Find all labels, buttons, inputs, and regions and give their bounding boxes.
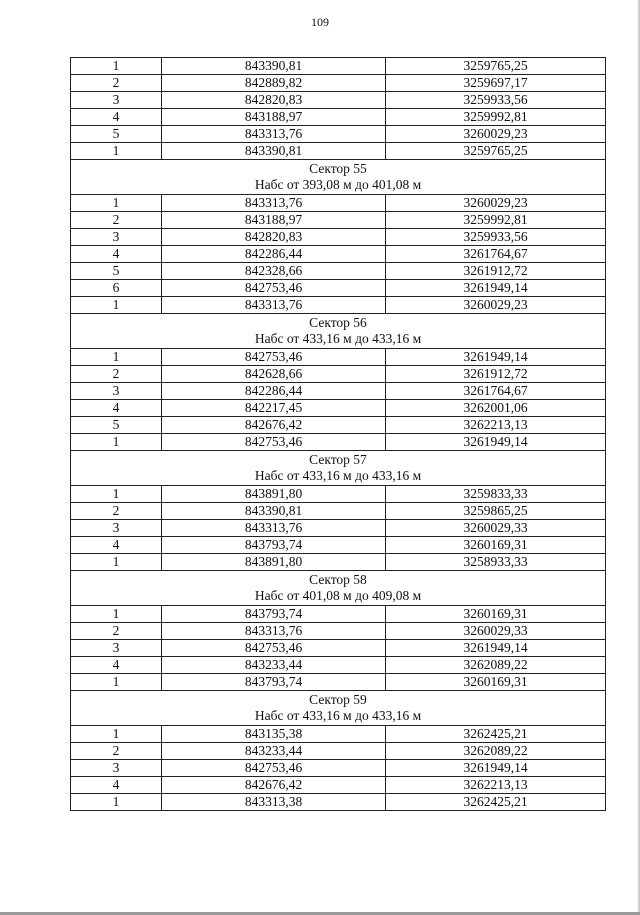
point-number-cell: 1 (71, 726, 162, 743)
point-number-cell: 1 (71, 58, 162, 75)
table-row (71, 674, 606, 691)
y-coordinate-cell: 3261764,67 (386, 246, 606, 263)
y-coordinate-cell: 3259765,25 (386, 58, 606, 75)
y-coordinate-cell: 3259992,81 (386, 109, 606, 126)
sector-title: Сектор 58 (309, 572, 367, 587)
y-coordinate-cell: 3261949,14 (386, 434, 606, 451)
y-coordinate-cell: 3261949,14 (386, 640, 606, 657)
x-coordinate-cell: 843313,76 (162, 297, 386, 314)
y-coordinate-cell: 3262089,22 (386, 743, 606, 760)
point-number-cell: 6 (71, 280, 162, 297)
x-coordinate-cell: 843313,38 (162, 794, 386, 811)
x-coordinate-cell: 842820,83 (162, 92, 386, 109)
point-number-cell: 1 (71, 434, 162, 451)
table-row (71, 486, 606, 503)
table-row (71, 657, 606, 674)
point-number-cell: 3 (71, 383, 162, 400)
table-row (71, 143, 606, 160)
point-number-cell: 4 (71, 777, 162, 794)
x-coordinate-cell: 842753,46 (162, 760, 386, 777)
point-number-cell: 1 (71, 554, 162, 571)
sector-title: Сектор 55 (309, 161, 367, 176)
point-number-cell: 4 (71, 109, 162, 126)
x-coordinate-cell: 842753,46 (162, 640, 386, 657)
table-row (71, 109, 606, 126)
table-row (71, 640, 606, 657)
table-row (71, 503, 606, 520)
page-number: 109 (311, 15, 329, 29)
sector-height-range: Набс от 433,16 м до 433,16 м (254, 708, 422, 723)
table-row (71, 263, 606, 280)
table-row (71, 434, 606, 451)
sector-height-range: Набс от 401,08 м до 409,08 м (254, 588, 422, 603)
table-row (71, 280, 606, 297)
point-number-cell: 4 (71, 657, 162, 674)
y-coordinate-cell: 3262213,13 (386, 777, 606, 794)
point-number-cell: 5 (71, 263, 162, 280)
x-coordinate-cell: 843188,97 (162, 212, 386, 229)
point-number-cell: 3 (71, 640, 162, 657)
table-row (71, 126, 606, 143)
y-coordinate-cell: 3262425,21 (386, 794, 606, 811)
x-coordinate-cell: 842676,42 (162, 417, 386, 434)
x-coordinate-cell: 843390,81 (162, 143, 386, 160)
sector-header-row (71, 160, 606, 195)
x-coordinate-cell: 842628,66 (162, 366, 386, 383)
sector-header-row (71, 451, 606, 486)
table-row (71, 366, 606, 383)
x-coordinate-cell: 843891,80 (162, 554, 386, 571)
x-coordinate-cell: 842676,42 (162, 777, 386, 794)
y-coordinate-cell: 3258933,33 (386, 554, 606, 571)
table-row (71, 606, 606, 623)
table-row (71, 623, 606, 640)
y-coordinate-cell: 3260169,31 (386, 674, 606, 691)
y-coordinate-cell: 3262089,22 (386, 657, 606, 674)
point-number-cell: 1 (71, 606, 162, 623)
point-number-cell: 5 (71, 126, 162, 143)
x-coordinate-cell: 843793,74 (162, 606, 386, 623)
sector-header (71, 571, 606, 606)
y-coordinate-cell: 3260029,23 (386, 195, 606, 212)
table-row (71, 58, 606, 75)
sector-header (71, 691, 606, 726)
sector-title: Сектор 57 (309, 452, 367, 467)
y-coordinate-cell: 3259933,56 (386, 92, 606, 109)
point-number-cell: 2 (71, 366, 162, 383)
x-coordinate-cell: 843313,76 (162, 195, 386, 212)
sector-header-row (71, 691, 606, 726)
point-number-cell: 1 (71, 143, 162, 160)
y-coordinate-cell: 3260029,33 (386, 623, 606, 640)
table-row (71, 743, 606, 760)
y-coordinate-cell: 3260029,23 (386, 126, 606, 143)
y-coordinate-cell: 3259697,17 (386, 75, 606, 92)
table-row (71, 760, 606, 777)
x-coordinate-cell: 842328,66 (162, 263, 386, 280)
y-coordinate-cell: 3261949,14 (386, 349, 606, 366)
y-coordinate-cell: 3259933,56 (386, 229, 606, 246)
table-row (71, 92, 606, 109)
sector-header-row (71, 314, 606, 349)
point-number-cell: 2 (71, 743, 162, 760)
x-coordinate-cell: 843188,97 (162, 109, 386, 126)
y-coordinate-cell: 3260029,33 (386, 520, 606, 537)
x-coordinate-cell: 842286,44 (162, 383, 386, 400)
point-number-cell: 1 (71, 349, 162, 366)
y-coordinate-cell: 3259833,33 (386, 486, 606, 503)
y-coordinate-cell: 3259865,25 (386, 503, 606, 520)
table-row (71, 195, 606, 212)
table-row (71, 537, 606, 554)
y-coordinate-cell: 3261949,14 (386, 280, 606, 297)
y-coordinate-cell: 3259992,81 (386, 212, 606, 229)
y-coordinate-cell: 3262213,13 (386, 417, 606, 434)
table-row (71, 246, 606, 263)
y-coordinate-cell: 3260169,31 (386, 537, 606, 554)
table-row (71, 297, 606, 314)
table-row (71, 383, 606, 400)
point-number-cell: 1 (71, 297, 162, 314)
x-coordinate-cell: 842286,44 (162, 246, 386, 263)
x-coordinate-cell: 843793,74 (162, 674, 386, 691)
point-number-cell: 3 (71, 92, 162, 109)
x-coordinate-cell: 842753,46 (162, 349, 386, 366)
point-number-cell: 4 (71, 246, 162, 263)
x-coordinate-cell: 842217,45 (162, 400, 386, 417)
table-row (71, 229, 606, 246)
y-coordinate-cell: 3260029,23 (386, 297, 606, 314)
x-coordinate-cell: 843390,81 (162, 503, 386, 520)
y-coordinate-cell: 3262001,06 (386, 400, 606, 417)
x-coordinate-cell: 843390,81 (162, 58, 386, 75)
table-row (71, 400, 606, 417)
x-coordinate-cell: 843793,74 (162, 537, 386, 554)
x-coordinate-cell: 842753,46 (162, 280, 386, 297)
sector-height-range: Набс от 433,16 м до 433,16 м (254, 331, 422, 346)
point-number-cell: 3 (71, 520, 162, 537)
table-row (71, 212, 606, 229)
x-coordinate-cell: 843233,44 (162, 657, 386, 674)
point-number-cell: 5 (71, 417, 162, 434)
sector-header-row (71, 571, 606, 606)
y-coordinate-cell: 3261764,67 (386, 383, 606, 400)
table-row (71, 349, 606, 366)
point-number-cell: 3 (71, 229, 162, 246)
point-number-cell: 4 (71, 400, 162, 417)
x-coordinate-cell: 843313,76 (162, 126, 386, 143)
sector-header (71, 160, 606, 195)
sector-height-range: Набс от 433,16 м до 433,16 м (254, 468, 422, 483)
point-number-cell: 1 (71, 794, 162, 811)
x-coordinate-cell: 843313,76 (162, 520, 386, 537)
point-number-cell: 2 (71, 75, 162, 92)
table-row (71, 777, 606, 794)
table-row (71, 794, 606, 811)
sector-header (71, 451, 606, 486)
table-body (71, 58, 606, 811)
y-coordinate-cell: 3261949,14 (386, 760, 606, 777)
y-coordinate-cell: 3259765,25 (386, 143, 606, 160)
y-coordinate-cell: 3262425,21 (386, 726, 606, 743)
x-coordinate-cell: 842889,82 (162, 75, 386, 92)
point-number-cell: 2 (71, 212, 162, 229)
point-number-cell: 1 (71, 486, 162, 503)
sector-title: Сектор 59 (309, 692, 367, 707)
sector-title: Сектор 56 (309, 315, 367, 330)
point-number-cell: 2 (71, 503, 162, 520)
table-row (71, 554, 606, 571)
point-number-cell: 3 (71, 760, 162, 777)
x-coordinate-cell: 842753,46 (162, 434, 386, 451)
table-row (71, 75, 606, 92)
x-coordinate-cell: 843233,44 (162, 743, 386, 760)
x-coordinate-cell: 843135,38 (162, 726, 386, 743)
sector-header (71, 314, 606, 349)
sector-height-range: Набс от 393,08 м до 401,08 м (254, 177, 422, 192)
x-coordinate-cell: 843891,80 (162, 486, 386, 503)
point-number-cell: 4 (71, 537, 162, 554)
y-coordinate-cell: 3260169,31 (386, 606, 606, 623)
table-row (71, 726, 606, 743)
table-row (71, 520, 606, 537)
y-coordinate-cell: 3261912,72 (386, 366, 606, 383)
x-coordinate-cell: 843313,76 (162, 623, 386, 640)
table-row (71, 417, 606, 434)
x-coordinate-cell: 842820,83 (162, 229, 386, 246)
point-number-cell: 2 (71, 623, 162, 640)
y-coordinate-cell: 3261912,72 (386, 263, 606, 280)
coordinates-table (70, 57, 606, 811)
point-number-cell: 1 (71, 674, 162, 691)
point-number-cell: 1 (71, 195, 162, 212)
